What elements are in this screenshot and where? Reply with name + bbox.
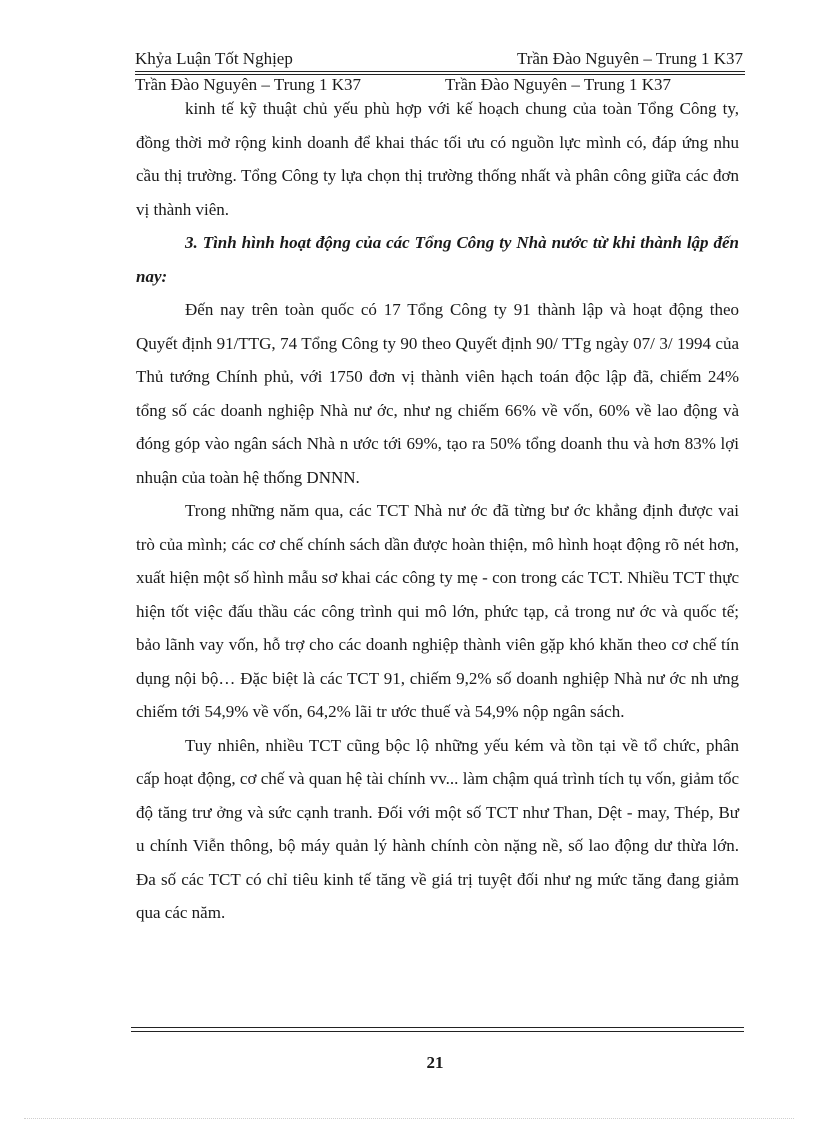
section-heading: 3. Tình hình hoạt động của các Tổng Công ty Nhà nước từ khi thành lập đến nay: [136, 233, 739, 286]
paragraph-4: Tuy nhiên, nhiều TCT cũng bộc lộ những yếu kém và tồn tại về tổ chức, phân cấp hoạt động, cơ chế và quan hệ tài chính vv... làm chậm quá trình tích tụ vốn, giảm tốc độ tăng trư ởng và sức cạnh tranh. Đối với một số TCT như Than, Dệt - may, Thép, Bư u chính Viễn thông, bộ máy quản lý hành chính còn nặng nề, số lao động dư thừa lớn. Đa số các TCT có chỉ tiêu kinh tế tăng về giá trị tuyệt đối như ng mức tăng đang giảm qua các năm. [136, 735, 739, 922]
footer-rule-thin [131, 1031, 744, 1032]
footer-rule [131, 1027, 744, 1028]
paragraph-3: Trong những năm qua, các TCT Nhà nư ớc đã từng bư ớc khẳng định được vai trò của mình; các cơ chế chính sách dần được hoàn thiện, mô hình hoạt động rõ nét hơn, xuất hiện một số hình mẫu sơ khai các công ty mẹ - con trong các TCT. Nhiều TCT thực hiện tốt việc đấu thầu các công trình qui mô lớn, phức tạp, cả trong nư ớc và quốc tế; bảo lãnh vay vốn, hỗ trợ cho các doanh nghiệp thành viên gặp khó khăn theo cơ chế tín dụng nội bộ… Đặc biệt là các TCT 91, chiếm 9,2% số doanh nghiệp Nhà nư ớc nh ưng chiếm tới 54,9% về vốn, 64,2% lãi tr ước thuế và 54,9% nộp ngân sách. [136, 501, 739, 721]
page-bottom-border [24, 1118, 794, 1119]
repeated-author-2: Trần Đào Nguyên – Trung 1 K37 [445, 75, 672, 94]
page-number: 21 [426, 1053, 444, 1072]
header-rule [135, 71, 745, 72]
paragraph-1: kinh tế kỹ thuật chủ yếu phù hợp với kế hoạch chung của toàn Tổng Công ty, đồng thời mở rộng kinh doanh để khai thác tối ưu có nguồn lực mình có, đáp ứng nhu cầu thị trường. Tổng Công ty lựa chọn thị trường thống nhất và phân công giữa các đơn vị thành viên. [136, 99, 739, 219]
header-author: Trần Đào Nguyên – Trung 1 K37 [516, 49, 743, 68]
body-text [136, 92, 739, 930]
paragraph-2: Đến nay trên toàn quốc có 17 Tổng Công ty 91 thành lập và hoạt động theo Quyết định 91/TTG, 74 Tổng Công ty 90 theo Quyết định 90/ TTg ngày 07/ 3/ 1994 của Thủ tướng Chính phủ, với 1750 đơn vị thành viên hạch toán độc lập đã, chiếm 24% tổng số các doanh nghiệp Nhà nư ớc, như ng chiếm 66% về vốn, 60% về lao động và đóng góp vào ngân sách Nhà n ước tới 69%, tạo ra 50% tổng doanh thu và hơn 83% lợi nhuận của toàn hệ thống DNNN. [136, 300, 739, 487]
header-title: Khỷa Luận Tốt Nghịep [135, 49, 293, 68]
repeated-author-1: Trần Đào Nguyên – Trung 1 K37 [135, 75, 362, 94]
